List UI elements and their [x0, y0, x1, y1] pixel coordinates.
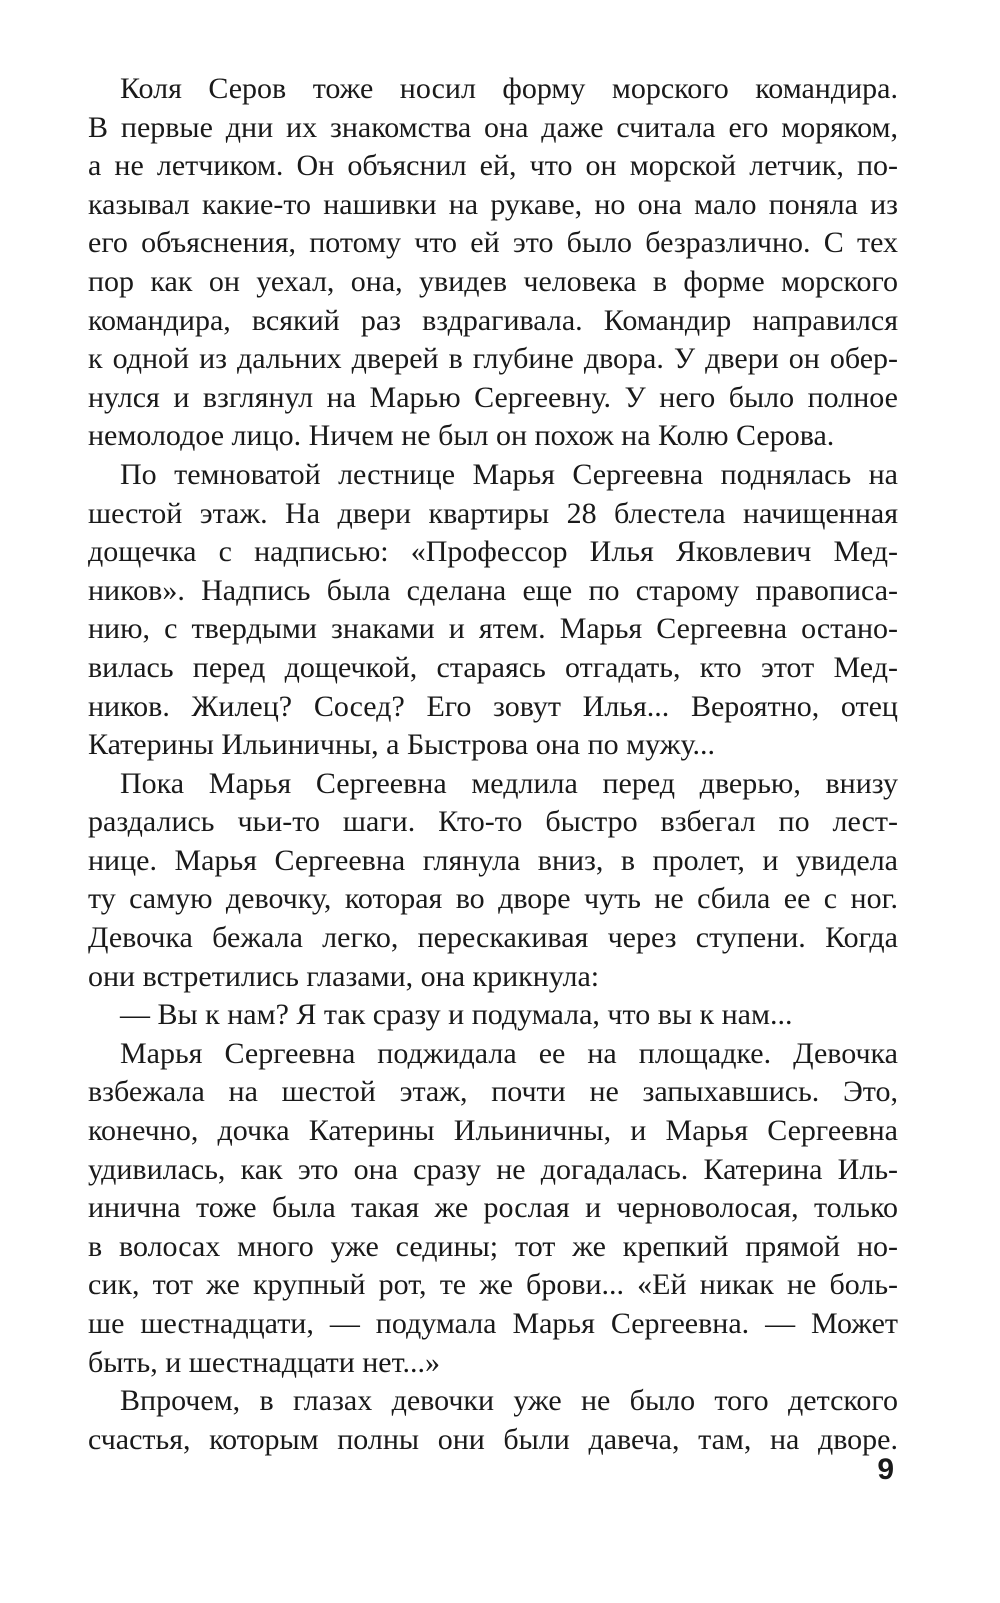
text-line: — Вы к нам? Я так сразу и подумала, что вы к нам... — [120, 998, 793, 1032]
text-line: По темноватой лестнице Марья Сергеевна поднялась на — [120, 457, 898, 491]
text-line: счастья, которым полны они были давеча, там, на дворе. — [88, 1422, 898, 1456]
text-line: шестой этаж. На двери квартиры 28 блестела начищенная — [88, 496, 898, 530]
text-line: Катерины Ильиничны, а Быстрова она по мужу... — [88, 728, 715, 762]
text-line: ников. Жилец? Сосед? Его зовут Илья... Вероятно, отец — [88, 689, 898, 723]
text-line: конечно, дочка Катерины Ильиничны, и Марья Сергеевна — [88, 1114, 898, 1148]
text-line: а не летчиком. Он объяснил ей, что он морской летчик, по- — [88, 149, 898, 183]
text-line: Девочка бежала легко, перескакивая через ступени. Когда — [88, 921, 898, 955]
text-line: удивилась, как это она сразу не догадалась. Катерина Иль- — [88, 1152, 898, 1186]
text-line: инична тоже была такая же рослая и черноволосая, только — [88, 1191, 898, 1225]
text-line: дощечка с надписью: «Профессор Илья Яковлевич Мед- — [88, 535, 898, 569]
page-number: 9 — [877, 1453, 894, 1486]
text-line: Впрочем, в глазах девочки уже не было того детского — [120, 1384, 898, 1418]
text-line: казывал какие-то нашивки на рукаве, но она мало поняла из — [88, 187, 898, 221]
text-line: к одной из дальних дверей в глубине двора. У двери он обер- — [88, 342, 898, 376]
text-line: командира, всякий раз вздрагивала. Командир направился — [88, 303, 898, 337]
text-line: вилась перед дощечкой, стараясь отгадать, кто этот Мед- — [88, 650, 898, 684]
text-line: пор как он уехал, она, увидев человека в форме морского — [88, 264, 898, 298]
text-line: они встретились глазами, она крикнула: — [88, 959, 600, 993]
text-line: быть, и шестнадцати нет...» — [88, 1345, 440, 1379]
text-line: ников». Надпись была сделана еще по старому правописа- — [88, 573, 898, 607]
text-line: нию, с твердыми знаками и ятем. Марья Сергеевна остано- — [88, 612, 898, 646]
text-line: Марья Сергеевна поджидала ее на площадке. Девочка — [120, 1036, 898, 1070]
text-line: взбежала на шестой этаж, почти не запыхавшись. Это, — [88, 1075, 898, 1109]
text-line: ту самую девочку, которая во дворе чуть не сбила ее с ног. — [88, 882, 898, 916]
text-line: сик, тот же крупный рот, те же брови... «Ей никак не боль- — [88, 1268, 898, 1302]
text-line: нулся и взглянул на Марью Сергеевну. У него было полное — [88, 380, 898, 414]
text-line: его объяснения, потому что ей это было безразлично. С тех — [88, 226, 898, 260]
text-line: Коля Серов тоже носил форму морского командира. — [120, 72, 898, 105]
page-body — [88, 70, 898, 1459]
text-line: ше шестнадцати, — подумала Марья Сергеевна. — Может — [88, 1307, 898, 1340]
text-line: раздались чьи-то шаги. Кто-то быстро взбегал по лест- — [88, 805, 898, 839]
text-line: в волосах много уже седины; тот же крепкий прямой но- — [88, 1229, 898, 1263]
text-line: немолодое лицо. Ничем не был он похож на Колю Серова. — [88, 419, 835, 453]
text-line: нице. Марья Сергеевна глянула вниз, в пролет, и увидела — [88, 843, 898, 877]
text-line: Пока Марья Сергеевна медлила перед дверью, внизу — [120, 766, 898, 800]
text-line: В первые дни их знакомства она даже считала его моряком, — [88, 110, 898, 144]
